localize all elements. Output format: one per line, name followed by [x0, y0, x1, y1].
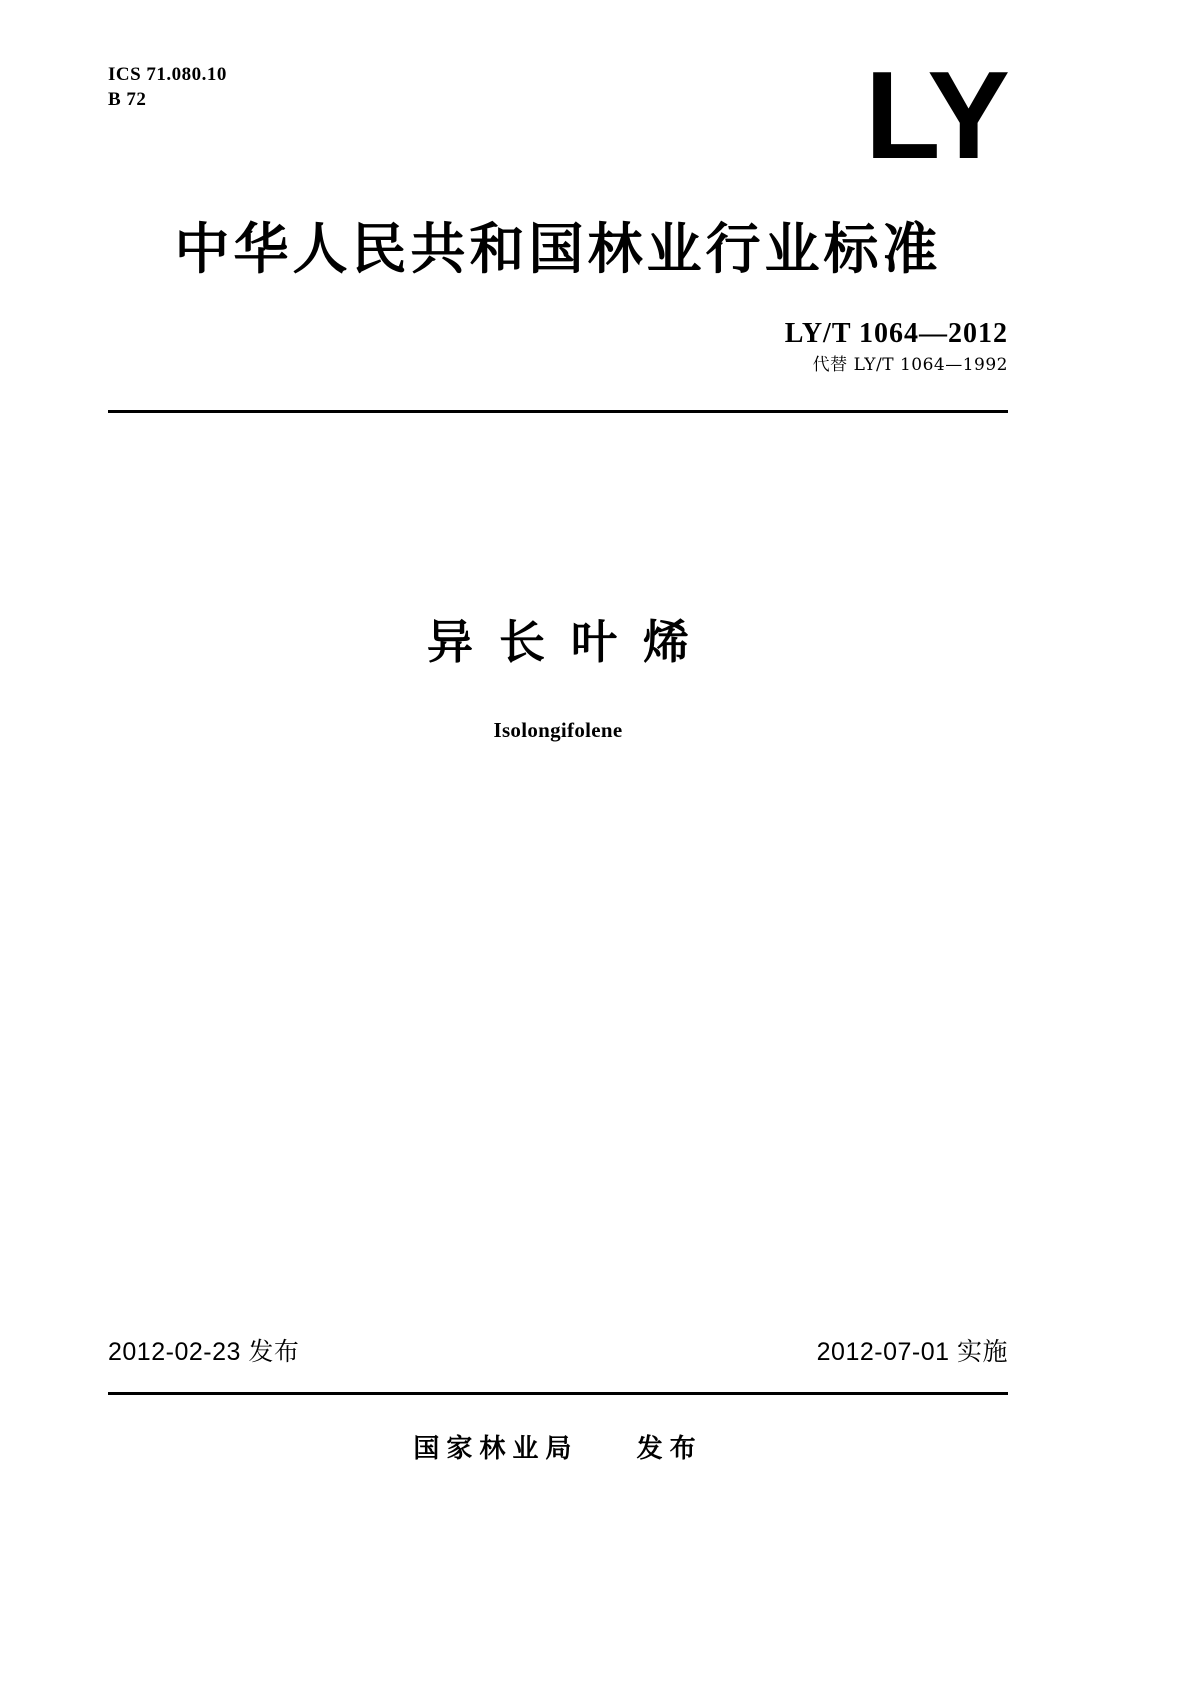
standard-number-block	[488, 318, 1008, 377]
effective-date-label: 实施	[956, 1337, 1008, 1366]
organization-title: 中华人民共和国林业行业标准	[174, 217, 942, 281]
divider-top	[108, 410, 1008, 413]
header-row	[108, 47, 1008, 202]
effective-date-group	[817, 1332, 1008, 1368]
issuer-name: 国家林业局	[413, 1434, 579, 1464]
subject-title-cn: 异长叶烯	[427, 615, 715, 669]
ics-classification	[108, 62, 227, 112]
ics-code: ICS 71.080.10	[108, 64, 227, 85]
issue-date-label: 发布	[248, 1337, 300, 1366]
subject-title-en: Isolongifolene	[493, 718, 623, 742]
issuer-action: 发布	[636, 1434, 703, 1464]
issue-date: 2012-02-23	[108, 1338, 241, 1366]
divider-bottom	[108, 1392, 1008, 1395]
standard-number: LY/T 1064—2012	[784, 318, 1008, 349]
dates-row	[108, 1332, 1008, 1366]
cover-content	[108, 0, 1008, 1684]
replaces-note: 代替 LY/T 1064—1992	[812, 355, 1008, 375]
ccs-code: B 72	[108, 89, 147, 110]
effective-date: 2012-07-01	[816, 1338, 950, 1366]
issuer-row	[108, 1428, 1008, 1465]
issue-date-group	[108, 1332, 299, 1368]
ly-logo: LY	[864, 47, 1008, 185]
subject-title-block	[108, 612, 1008, 743]
